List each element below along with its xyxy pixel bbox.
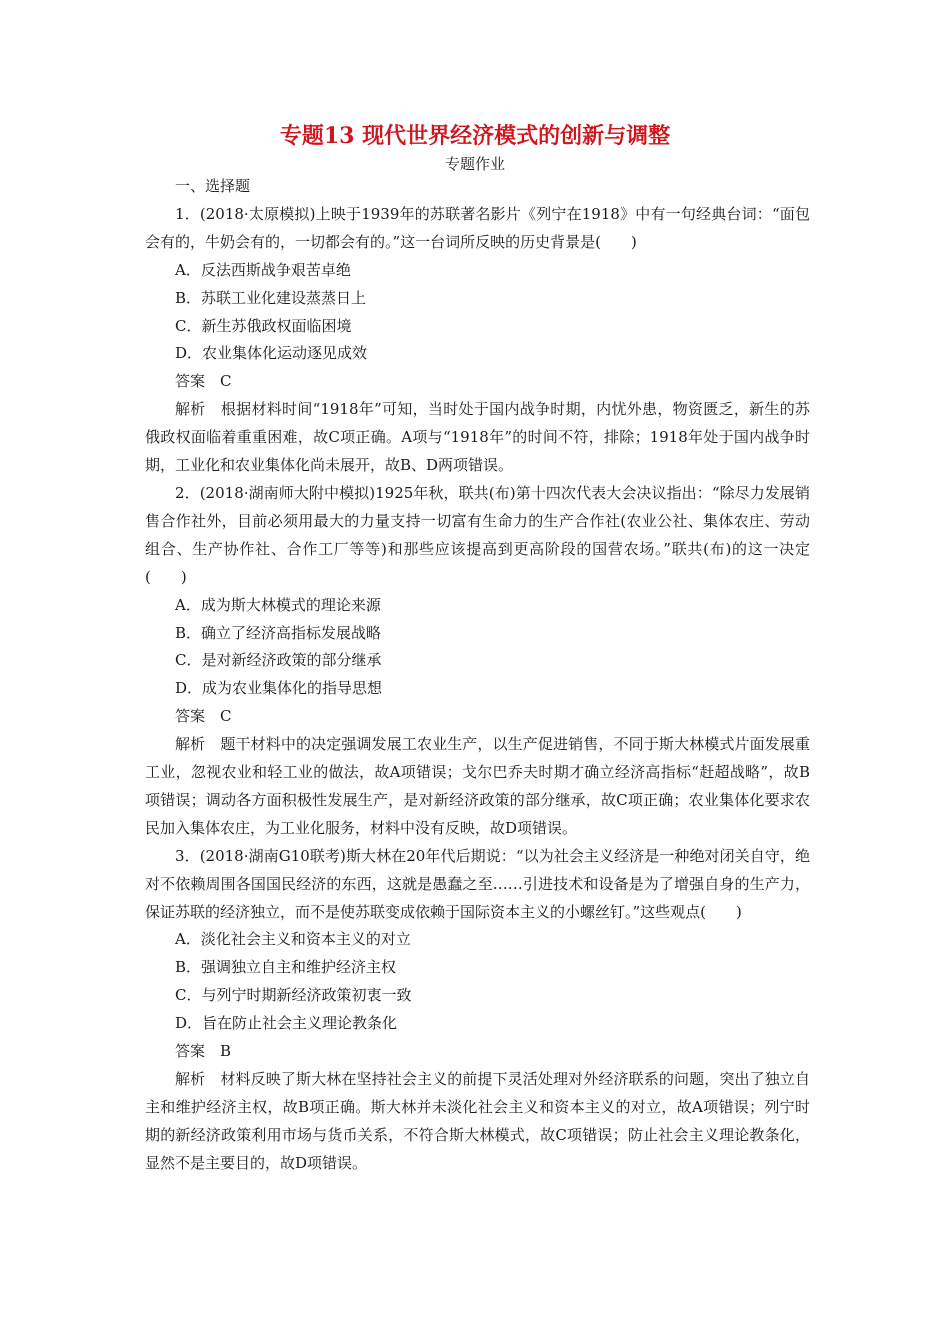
option-c: C．新生苏俄政权面临困境 bbox=[175, 316, 352, 335]
option-a: A．成为斯大林模式的理论来源 bbox=[175, 595, 381, 614]
question-stem: 1．(2018·太原模拟)上映于1939年的苏联著名影片《列宁在1918》中有一句经典台词：“面包会有的，牛奶会有的，一切都会有的。”这一台词所反映的历史背景是( ) bbox=[145, 204, 810, 251]
option-c: C．与列宁时期新经济政策初衷一致 bbox=[175, 986, 412, 1005]
question-stem: 2．(2018·湖南师大附中模拟)1925年秋，联共(布)第十四次代表大会决议指出：“除尽力发展销售合作社外，目前必须用最大的力量支持一切富有生命力的生产合作社(农业公社、集体农庄、劳动组合、生产协作社、合作工厂等等)和那些应该提高到更高阶段的国营农场。”联共(布)的这一决定( ) bbox=[145, 483, 810, 586]
option-a: A．反法西斯战争艰苦卓绝 bbox=[175, 260, 351, 279]
option-d: D．农业集体化运动逐见成效 bbox=[175, 344, 368, 363]
option-a: A．淡化社会主义和资本主义的对立 bbox=[175, 930, 411, 949]
option-b: B．确立了经济高指标发展战略 bbox=[175, 623, 382, 642]
page-title: 专题13 现代世界经济模式的创新与调整 bbox=[279, 123, 671, 149]
question-3 bbox=[145, 843, 810, 1178]
question-2 bbox=[145, 480, 810, 843]
page-subtitle: 专题作业 bbox=[444, 155, 505, 173]
question-stem: 3．(2018·湖南G10联考)斯大林在20年代后期说：“以为社会主义经济是一种绝对闭关自守，绝对不依赖周围各国国民经济的东西，这就是愚蠢之至……引进技术和设备是为了增强自身的生产力，保证苏联的经济独立，而不是使苏联变成依赖于国际资本主义的小螺丝钉。”这些观点( ) bbox=[145, 846, 810, 921]
answer-line: 答案 C bbox=[175, 707, 232, 726]
option-b: B．苏联工业化建设蒸蒸日上 bbox=[175, 288, 367, 307]
section-heading: 一、选择题 bbox=[175, 177, 251, 195]
analysis-paragraph: 解析 根据材料时间“1918年”可知，当时处于国内战争时期，内忧外患，物资匮乏，新生的苏俄政权面临着重重困难，故C项正确。A项与“1918年”的时间不符，排除；1918年处于国内战争时期，工业化和农业集体化尚未展开，故B、D两项错误。 bbox=[145, 400, 810, 475]
option-c: C．是对新经济政策的部分继承 bbox=[175, 651, 382, 670]
document-body bbox=[145, 173, 810, 1178]
answer-line: 答案 C bbox=[175, 372, 232, 391]
analysis-paragraph: 解析 材料反映了斯大林在坚持社会主义的前提下灵活处理对外经济联系的问题，突出了独立自主和维护经济主权，故B项正确。斯大林并未淡化社会主义和资本主义的对立，故A项错误；列宁时期的新经济政策利用市场与货币关系，不符合斯大林模式，故C项错误；防止社会主义理论教条化，显然不是主要目的，故D项错误。 bbox=[145, 1070, 810, 1172]
question-1 bbox=[145, 201, 810, 480]
option-d: D．成为农业集体化的指导思想 bbox=[175, 679, 383, 698]
option-b: B．强调独立自主和维护经济主权 bbox=[175, 958, 397, 977]
option-d: D．旨在防止社会主义理论教条化 bbox=[175, 1014, 398, 1033]
answer-line: 答案 B bbox=[175, 1042, 232, 1061]
analysis-paragraph: 解析 题干材料中的决定强调发展工农业生产，以生产促进销售，不同于斯大林模式片面发展重工业，忽视农业和轻工业的做法，故A项错误；戈尔巴乔夫时期才确立经济高指标“赶超战略”，故B项错误；调动各方面积极性发展生产，是对新经济政策的部分继承，故C项正确；农业集体化要求农民加入集体农庄，为工业化服务，材料中没有反映，故D项错误。 bbox=[145, 735, 810, 837]
